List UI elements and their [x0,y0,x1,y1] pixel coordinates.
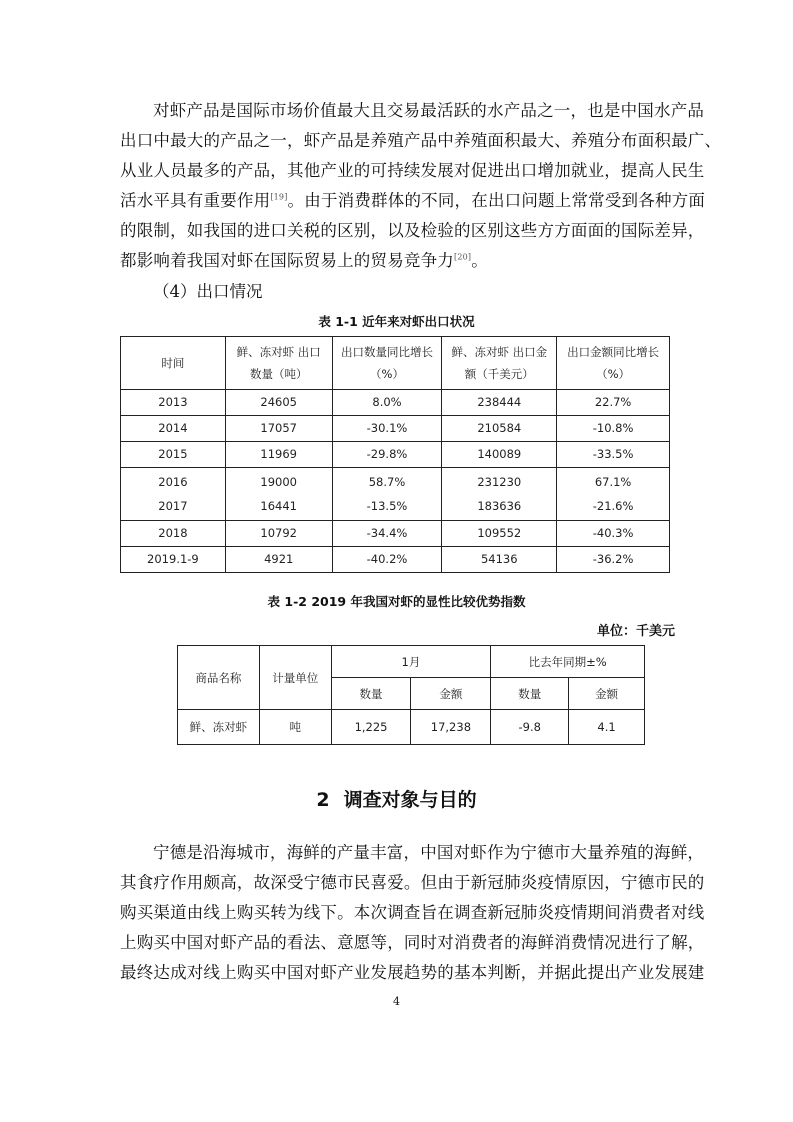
header-qty-growth: 出口数量同比增长 （%） [332,337,442,390]
cell-qty: 4921 [225,547,332,573]
cell-year: 2015 [121,442,226,468]
intro-line: 的限制，如我国的进口关税的区别，以及检验的区别这些方方面面的国际差异， [120,221,705,240]
table-row [121,390,670,416]
body-line: 上购买中国对虾产品的看法、意愿等，同时对消费者的海鲜消费情况进行了解， [120,933,705,952]
citation-ref: [19] [270,192,288,202]
cell-year: 2019.1-9 [121,547,226,573]
body-line: 其食疗作用颇高，故深受宁德市民喜爱。但由于新冠肺炎疫情原因，宁德市民的 [120,873,705,892]
cell-value-growth: -10.8% [557,416,670,442]
cell-value-growth: 67.1% -21.6% [557,468,670,521]
header-unit: 计量单位 [259,646,331,710]
cell-product: 鲜、冻对虾 [178,710,260,745]
rca-table [177,645,645,745]
table2-caption: 表 1-2 2019 年我国对虾的显性比较优势指数 [267,594,526,609]
body-line: 宁德是沿海城市，海鲜的产量丰富，中国对虾作为宁德市大量养殖的海鲜， [153,843,705,862]
cell-value: 238444 [442,390,557,416]
header-export-qty: 鲜、冻对虾 出口 数量（吨） [225,337,332,390]
table-row [121,416,670,442]
cell-qty: 17057 [225,416,332,442]
body-line: 购买渠道由线上购买转为线下。本次调查旨在调查新冠肺炎疫情期间消费者对线 [120,903,705,922]
table-header-row [121,337,670,390]
table2-unit: 单位：千美元 [596,624,675,639]
cell-qty-growth: -29.8% [332,442,442,468]
header-amount: 金额 [411,678,491,710]
intro-line: 对虾产品是国际市场价值最大且交易最活跃的水产品之一，也是中国水产品 [153,101,705,120]
body-paragraph [120,838,705,988]
cell-value-growth: 22.7% [557,390,670,416]
header-export-value: 鲜、冻对虾 出口金 额（千美元） [442,337,557,390]
cell-value-growth: -33.5% [557,442,670,468]
header-yoy-qty: 数量 [491,678,569,710]
table-row [178,710,645,745]
cell-value: 54136 [442,547,557,573]
cell-yoy-amount: 4.1 [569,710,645,745]
page-number: 4 [393,995,400,1008]
cell-year: 2014 [121,416,226,442]
intro-line-text: 。 [471,251,488,270]
header-value-growth: 出口金额同比增长 （%） [557,337,670,390]
cell-value: 140089 [442,442,557,468]
intro-paragraph [120,96,722,276]
intro-line: 出口中最大的产品之一，虾产品是养殖产品中养殖面积最大、养殖分布面积最广、 [120,131,722,150]
cell-qty: 11969 [225,442,332,468]
table-row [121,521,670,547]
cell-qty: 1,225 [331,710,411,745]
intro-line-text: 。由于消费群体的不同，在出口问题上常常受到各种方面 [287,191,706,210]
cell-value: 210584 [442,416,557,442]
cell-qty-growth: 58.7% -13.5% [332,468,442,521]
cell-year: 2018 [121,521,226,547]
table1-caption: 表 1-1 近年来对虾出口状况 [318,314,475,329]
cell-qty: 24605 [225,390,332,416]
table-row [121,442,670,468]
cell-yoy-qty: -9.8 [491,710,569,745]
table-header-row [178,646,645,678]
subheading-export-status: （4）出口情况 [153,282,263,301]
cell-value: 109552 [442,521,557,547]
cell-qty-growth: -30.1% [332,416,442,442]
table-row-merged [121,468,670,521]
cell-year: 2016 2017 [121,468,226,521]
header-year: 时间 [121,337,226,390]
cell-qty: 19000 16441 [225,468,332,521]
cell-qty-growth: -34.4% [332,521,442,547]
intro-line: 从业人员最多的产品，其他产业的可持续发展对促进出口增加就业，提高人民生 [120,161,705,180]
header-qty: 数量 [331,678,411,710]
cell-qty: 10792 [225,521,332,547]
section-title-text: 调查对象与目的 [343,789,477,811]
cell-value: 231230 183636 [442,468,557,521]
cell-year: 2013 [121,390,226,416]
header-yoy-group: 比去年同期±% [491,646,645,678]
section-number: 2 [316,789,330,811]
citation-ref: [20] [454,252,472,262]
intro-line-text: 活水平具有重要作用 [120,191,271,210]
body-line: 最终达成对线上购买中国对虾产业发展趋势的基本判断，并据此提出产业发展建 [120,963,705,982]
cell-qty-growth: -40.2% [332,547,442,573]
cell-value-growth: -36.2% [557,547,670,573]
header-product: 商品名称 [178,646,260,710]
cell-unit: 吨 [259,710,331,745]
intro-line-text: 都影响着我国对虾在国际贸易上的贸易竞争力 [120,251,454,270]
cell-amount: 17,238 [411,710,491,745]
intro-line [120,186,706,216]
cell-value-growth: -40.3% [557,521,670,547]
table-row [121,547,670,573]
cell-qty-growth: 8.0% [332,390,442,416]
header-month-group: 1月 [331,646,491,678]
export-table [120,336,670,573]
header-yoy-amount: 金额 [569,678,645,710]
intro-line [120,246,672,276]
section-heading [0,785,793,812]
